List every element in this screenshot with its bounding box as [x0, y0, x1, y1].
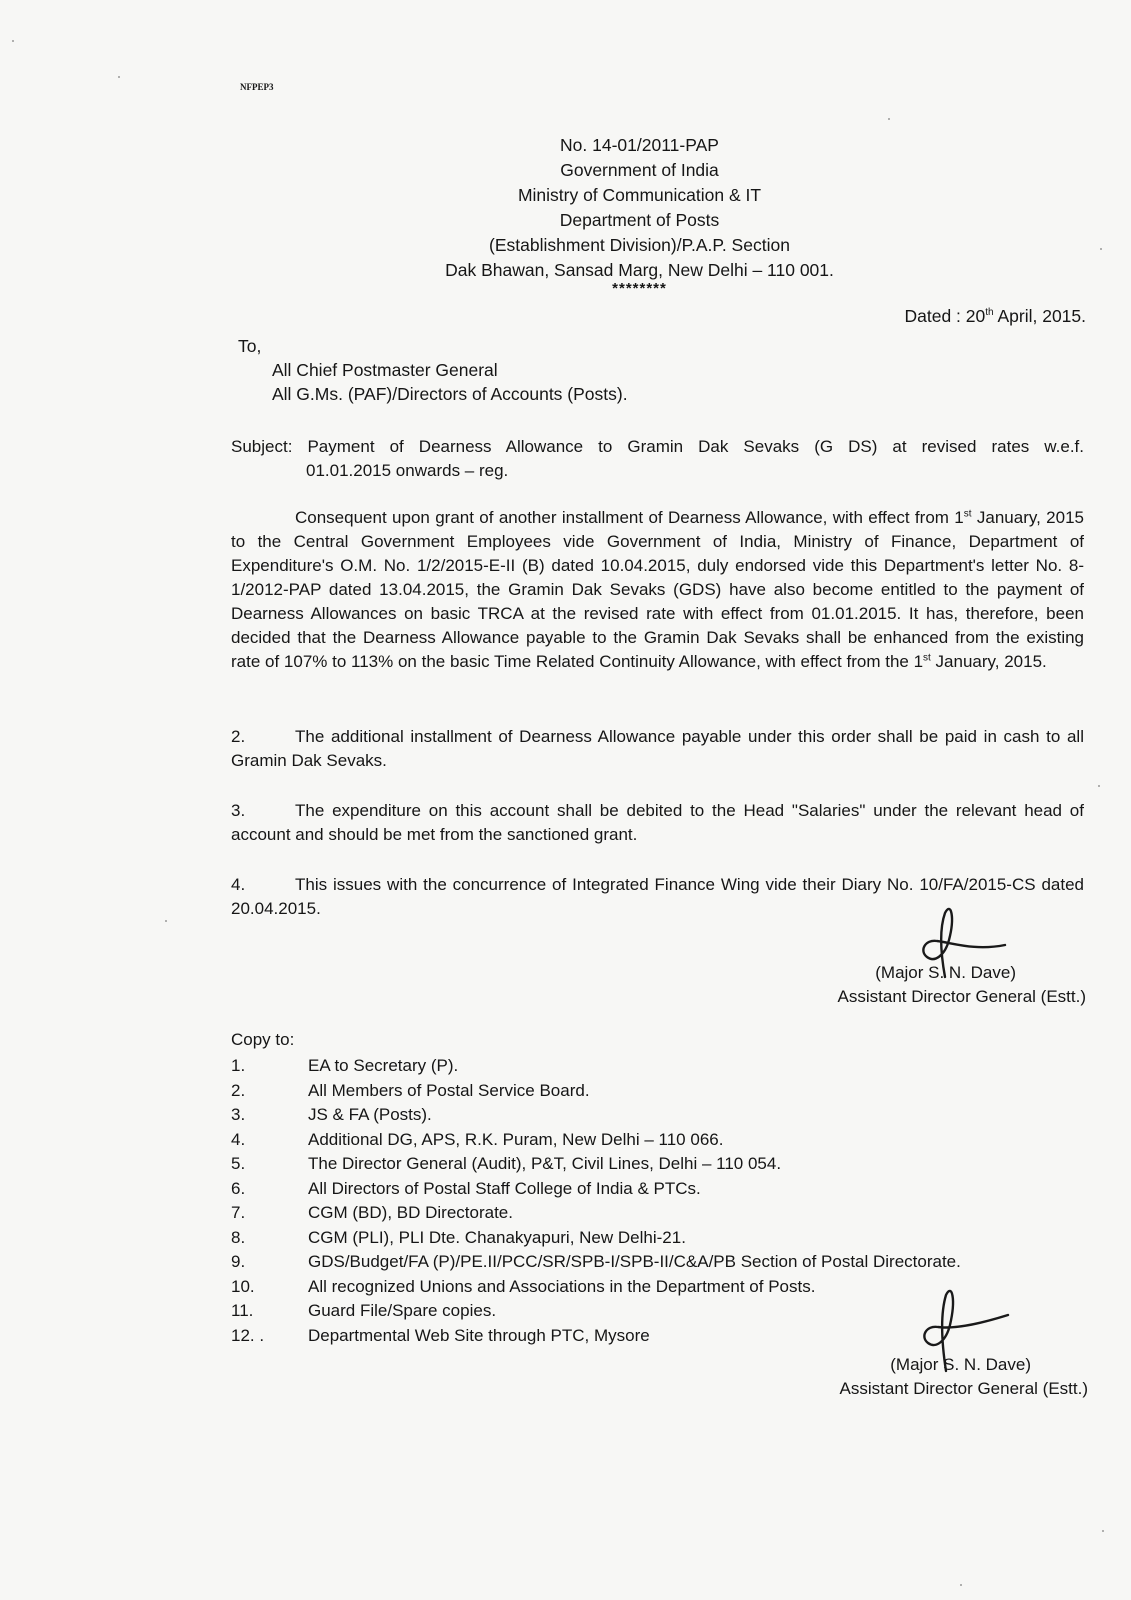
- list-number: 4.: [231, 1129, 246, 1149]
- list-item: [231, 1275, 961, 1300]
- list-item: [231, 1152, 961, 1177]
- department-line: Department of Posts: [559, 210, 720, 230]
- subject-line-2: 01.01.2015 onwards – reg.: [306, 461, 509, 480]
- date-prefix: Dated : 20: [904, 306, 986, 326]
- list-number: 5.: [231, 1154, 246, 1173]
- paragraph-text: The expenditure on this account shall be debited to the Head "Salaries" under the relevant head of account and should be met from the sanctioned grant.: [231, 801, 1084, 844]
- copy-to-list: [231, 1054, 961, 1348]
- issue-date: [904, 306, 1086, 327]
- signatory-title: Assistant Director General (Estt.): [839, 1379, 1088, 1398]
- list-text: CGM (PLI), PLI Dte. Chanakyapuri, New Delhi-21.: [308, 1227, 686, 1247]
- list-text: CGM (BD), BD Directorate.: [308, 1203, 513, 1222]
- subject: [231, 435, 1084, 483]
- list-item: [231, 1324, 961, 1349]
- list-text: All Members of Postal Service Board.: [308, 1080, 590, 1100]
- p1-text-b: January, 2015 to the Central Government Employees vide Government of India, Ministry of Finance, Department of Expenditure's O.M. No. 1/2/2015-E-II (B) dated 10.04.2015, duly endorsed vide this Department's letter No. 8-1/2012-PAP dated 13.04.2015, the Gramin Dak Sevaks (GDS) have also become entitled to the payment of Dearness Allowances on basic TRCA at the revised rate with effect from 01.01.2015. It has, therefore, been decided that the Dearness Allowance payable to the Gramin Dak Sevaks shall be enhanced from the existing rate of 107% to 113% on the basic Time Related Continuity Allowance, with effect from the 1: [231, 508, 1084, 671]
- paragraph-3: [231, 799, 1084, 847]
- list-number: 12. .: [231, 1325, 265, 1345]
- list-item: [231, 1201, 961, 1226]
- file-number: No. 14-01/2011-PAP: [560, 135, 719, 155]
- scan-speck: [960, 1584, 962, 1586]
- list-text: Guard File/Spare copies.: [308, 1301, 497, 1320]
- paragraph-number: 2.: [231, 727, 246, 746]
- list-number: 8.: [231, 1227, 246, 1247]
- list-item: [231, 1103, 961, 1128]
- address-line: Dak Bhawan, Sansad Marg, New Delhi – 110 001.: [445, 260, 834, 280]
- copy-to-label: Copy to:: [231, 1030, 295, 1049]
- list-item: [231, 1079, 961, 1104]
- addressee: All Chief Postmaster General: [272, 360, 498, 380]
- p1-sup-2: st: [923, 652, 931, 664]
- scan-speck: [118, 76, 120, 78]
- list-item: [231, 1177, 961, 1202]
- scan-speck: [888, 118, 890, 120]
- paragraph-text: The additional installment of Dearness Allowance payable under this order shall be paid in cash to all Gramin Dak Sevaks.: [231, 727, 1084, 770]
- list-text: EA to Secretary (P).: [308, 1056, 459, 1075]
- list-number: 10.: [231, 1276, 255, 1296]
- list-number: 1.: [231, 1056, 246, 1075]
- scan-speck: [165, 920, 167, 922]
- separator-stars: ********: [612, 280, 667, 297]
- ministry-line: Ministry of Communication & IT: [517, 185, 762, 205]
- date-sup: th: [985, 307, 994, 319]
- p1-text-c: January, 2015.: [930, 652, 1047, 671]
- document-tag: NFPEP3: [240, 82, 274, 92]
- signatory-name: (Major S. N. Dave): [890, 1355, 1031, 1374]
- list-number: 7.: [231, 1203, 246, 1222]
- list-text: The Director General (Audit), P&T, Civil Lines, Delhi – 110 054.: [308, 1154, 782, 1173]
- p1-sup-1: st: [963, 508, 972, 520]
- list-number: 11.: [231, 1301, 254, 1320]
- scan-speck: [1098, 785, 1100, 787]
- section-line: (Establishment Division)/P.A.P. Section: [489, 235, 790, 255]
- government-line: Government of India: [560, 160, 719, 180]
- list-text: All Directors of Postal Staff College of India & PTCs.: [308, 1178, 701, 1198]
- list-number: 6.: [231, 1178, 246, 1198]
- paragraph-1: [231, 506, 1084, 674]
- list-item: [231, 1054, 961, 1079]
- addressee: All G.Ms. (PAF)/Directors of Accounts (Posts).: [272, 384, 628, 404]
- date-suffix: April, 2015.: [993, 306, 1086, 326]
- list-text: Additional DG, APS, R.K. Puram, New Delhi – 110 066.: [308, 1129, 724, 1149]
- paragraph-2: [231, 725, 1084, 773]
- list-number: 9.: [231, 1252, 246, 1271]
- list-item: [231, 1250, 961, 1275]
- scan-speck: [1102, 1530, 1104, 1532]
- signatory-title: Assistant Director General (Estt.): [837, 987, 1086, 1006]
- addressee-list: [272, 358, 628, 406]
- p1-text-a: Consequent upon grant of another installment of Dearness Allowance, with effect from 1: [295, 508, 964, 527]
- scan-speck: [12, 40, 14, 42]
- list-item: [231, 1299, 961, 1324]
- to-label: To,: [238, 336, 262, 356]
- paragraph-number: 3.: [231, 801, 246, 820]
- subject-line-1: Subject: Payment of Dearness Allowance to Gramin Dak Sevaks (G DS) at revised rates w.e.f.: [231, 437, 1084, 456]
- list-item: [231, 1226, 961, 1251]
- list-text: GDS/Budget/FA (P)/PE.II/PCC/SR/SPB-I/SPB-II/C&A/PB Section of Postal Directorate.: [308, 1252, 961, 1271]
- list-text: All recognized Unions and Associations in the Department of Posts.: [308, 1276, 816, 1296]
- list-text: JS & FA (Posts).: [308, 1105, 432, 1124]
- list-text: Departmental Web Site through PTC, Mysore: [308, 1325, 650, 1345]
- list-number: 3.: [231, 1105, 246, 1124]
- paragraph-text: This issues with the concurrence of Integrated Finance Wing vide their Diary No. 10/FA/2015-CS dated 20.04.2015.: [231, 875, 1084, 918]
- letterhead: [0, 133, 1131, 295]
- list-number: 2.: [231, 1080, 246, 1100]
- paragraph-number: 4.: [231, 875, 246, 894]
- signatory-name: (Major S. N. Dave): [875, 963, 1016, 982]
- list-item: [231, 1128, 961, 1153]
